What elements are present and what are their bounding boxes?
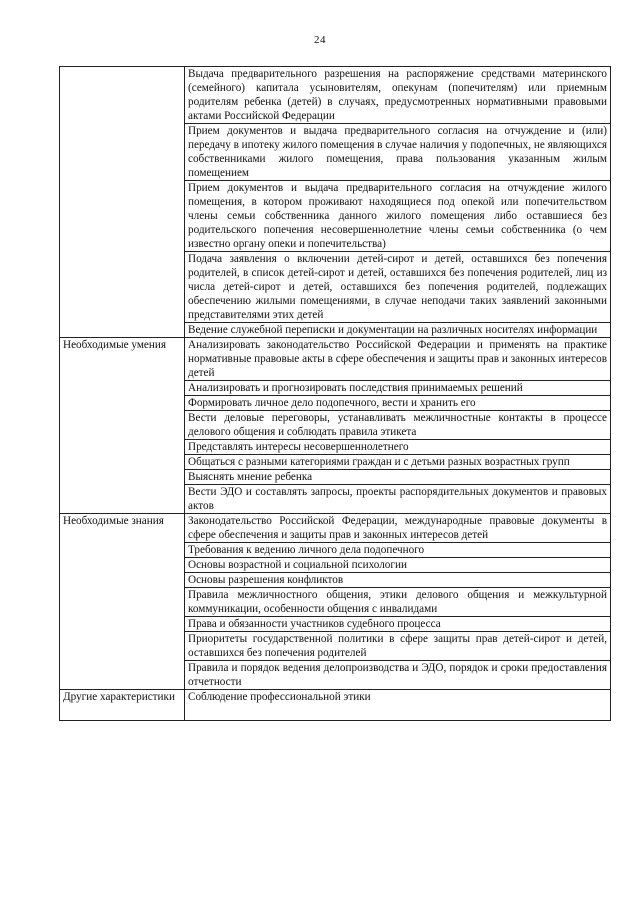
table-cell: Представлять интересы несовершеннолетнего: [185, 440, 611, 455]
table-cell: Вести деловые переговоры, устанавливать межличностные контакты в процессе делового общения и соблюдать правила этикета: [185, 411, 611, 440]
table-cell: Законодательство Российской Федерации, международные правовые документы в сфере обеспечения и защиты прав и законных интересов детей: [185, 514, 611, 543]
table-cell: Соблюдение профессиональной этики: [185, 690, 611, 721]
table-cell: Анализировать законодательство Российской Федерации и применять на практике нормативные правовые акты в сфере обеспечения и защиты прав и законных интересов детей: [185, 338, 611, 381]
table-cell: Вести ЭДО и составлять запросы, проекты распорядительных документов и правовых актов: [185, 485, 611, 514]
section-label: [60, 67, 185, 338]
table-cell: Основы возрастной и социальной психологии: [185, 558, 611, 573]
qualification-table: [59, 66, 611, 721]
table-cell: Формировать личное дело подопечного, вести и хранить его: [185, 396, 611, 411]
table-cell: Подача заявления о включении детей-сирот и детей, оставшихся без попечения родителей, в список детей-сирот и детей, оставшихся без попечения родителей, лиц из числа детей-сирот и детей, оставшихся без попечения родителей, подлежащих обеспечению жилыми помещениями, в случае неподачи таких заявлений законными представителями этих детей: [185, 252, 611, 323]
table-cell: Выдача предварительного разрешения на распоряжение средствами материнского (семейного) капитала усыновителям, опекунам (попечителям) или приемным родителям ребенка (детей) в случаях, предусмотренных нормативными правовыми актами Российской Федерации: [185, 67, 611, 124]
table-cell: Выяснять мнение ребенка: [185, 470, 611, 485]
table-cell: Прием документов и выдача предварительного согласия на отчуждение жилого помещения, в котором проживают находящиеся под опекой или попечительством члены семьи собственника данного жилого помещения либо оставшиеся без родительского попечения несовершеннолетние члены семьи собственника (о чем известно органу опеки и попечительства): [185, 181, 611, 252]
section-label-skills: Необходимые умения: [60, 338, 185, 514]
table-cell: Анализировать и прогнозировать последствия принимаемых решений: [185, 381, 611, 396]
table-cell: Требования к ведению личного дела подопечного: [185, 543, 611, 558]
section-label-other: Другие характеристики: [60, 690, 185, 721]
table-cell: Правила межличностного общения, этики делового общения и межкультурной коммуникации, особенности общения с инвалидами: [185, 588, 611, 617]
table-row: [60, 338, 611, 381]
table-cell: Правила и порядок ведения делопроизводства и ЭДО, порядок и сроки предоставления отчетности: [185, 661, 611, 690]
table-cell: Права и обязанности участников судебного процесса: [185, 617, 611, 632]
table-row: [60, 514, 611, 543]
table-row: [60, 67, 611, 124]
table-cell: Прием документов и выдача предварительного согласия на отчуждение и (или) передачу в ипотеку жилого помещения в случае наличия у подопечных, не являющихся собственниками жилого помещения, права пользования указанным жилым помещением: [185, 124, 611, 181]
table-row: [60, 690, 611, 721]
table-cell: Приоритеты государственной политики в сфере защиты прав детей-сирот и детей, оставшихся без попечения родителей: [185, 632, 611, 661]
table-cell: Основы разрешения конфликтов: [185, 573, 611, 588]
section-label-knowledge: Необходимые знания: [60, 514, 185, 690]
page-number: 24: [314, 34, 326, 46]
table-cell: Ведение служебной переписки и документации на различных носителях информации: [185, 323, 611, 338]
table-cell: Общаться с разными категориями граждан и с детьми разных возрастных групп: [185, 455, 611, 470]
